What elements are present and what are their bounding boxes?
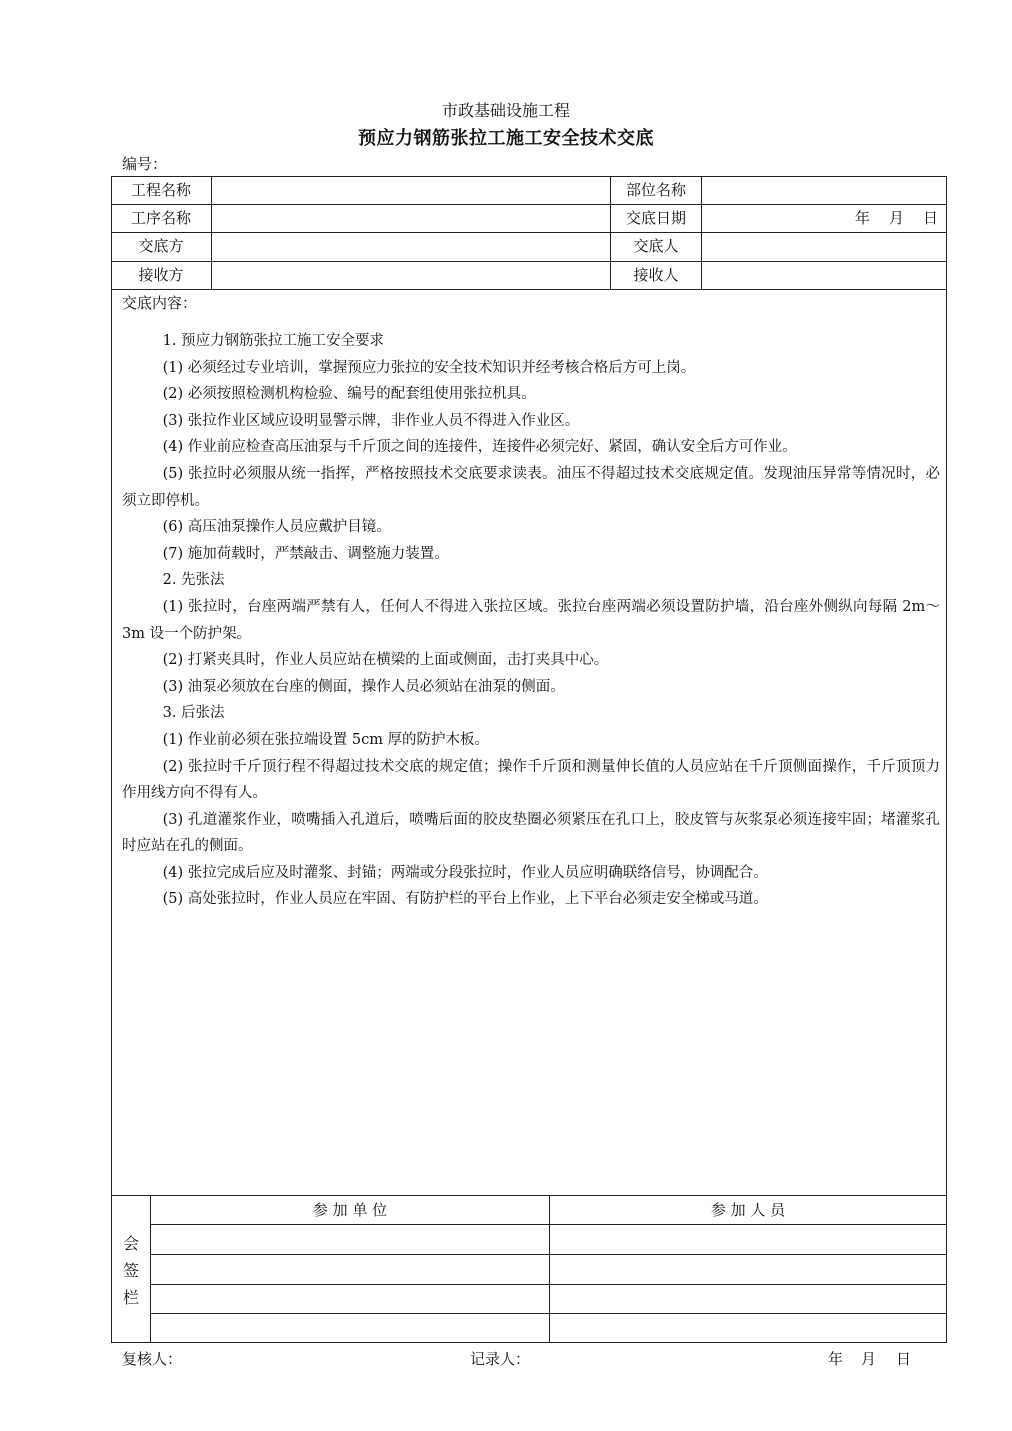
reviewer-label: 复核人： xyxy=(122,1350,183,1368)
footer-day-text: 日 xyxy=(896,1350,912,1368)
participating-unit-field[interactable] xyxy=(151,1314,549,1342)
disclosure-date-label: 交底日期 xyxy=(625,209,686,227)
receiver-label: 接收方 xyxy=(138,266,184,284)
content-paragraph: (1) 必须经过专业培训，掌握预应力张拉的安全技术知识并经考核合格后方可上岗。 xyxy=(162,359,696,376)
content-paragraph: (4) 张拉完成后应及时灌浆、封锚；两端或分段张拉时，作业人员应明确联络信号，协调配合。 xyxy=(162,864,768,881)
content-paragraph: (1) 张拉时，台座两端严禁有人，任何人不得进入张拉区域。张拉台座两端必须设置防护墙，沿台座外侧纵向每隔 2m～3m 设一个防护架。 xyxy=(122,598,940,642)
part-name-label: 部位名称 xyxy=(625,181,686,199)
disclosure-date-field[interactable] xyxy=(702,204,946,232)
part-name-field[interactable] xyxy=(702,176,946,204)
discloser-label: 交底方 xyxy=(138,237,184,255)
discloser-person-field[interactable] xyxy=(702,232,946,260)
process-name-field[interactable] xyxy=(212,204,610,232)
content-paragraph: (3) 张拉作业区域应设明显警示牌，非作业人员不得进入作业区。 xyxy=(162,412,580,429)
participating-unit-field[interactable] xyxy=(151,1285,549,1313)
document-subtitle: 市政基础设施工程 xyxy=(441,101,570,120)
content-paragraph: (3) 油泵必须放在台座的侧面，操作人员必须站在油泵的侧面。 xyxy=(162,678,565,695)
footer-year-text: 年 xyxy=(828,1350,844,1368)
discloser-field[interactable] xyxy=(212,232,610,260)
content-paragraph: 2. 先张法 xyxy=(162,572,225,589)
participating-unit-header: 参 加 单 位 xyxy=(312,1201,388,1219)
content-paragraph: (2) 必须按照检测机构检验、编号的配套组使用张拉机具。 xyxy=(162,386,536,403)
content-paragraph: (4) 作业前应检查高压油泵与千斤顶之间的连接件，连接件必须完好、紧固，确认安全后方可作业。 xyxy=(162,439,797,456)
content-label: 交底内容： xyxy=(122,294,198,312)
content-body xyxy=(122,328,940,913)
participating-unit-field[interactable] xyxy=(151,1225,549,1253)
content-paragraph: (1) 作业前必须在张拉端设置 5cm 厚的防护木板。 xyxy=(162,731,490,748)
content-paragraph: (3) 孔道灌浆作业，喷嘴插入孔道后，喷嘴后面的胶皮垫圈必须紧压在孔口上，胶皮管与灰浆泵必须连接牢固；堵灌浆孔时应站在孔的侧面。 xyxy=(122,811,940,855)
content-paragraph: 3. 后张法 xyxy=(162,705,225,722)
participating-person-field[interactable] xyxy=(550,1314,946,1342)
participating-person-field[interactable] xyxy=(550,1255,946,1283)
content-paragraph: 1. 预应力钢筋张拉工施工安全要求 xyxy=(162,333,385,349)
date-year-text: 年 xyxy=(855,209,871,227)
document-code-label: 编号： xyxy=(122,155,168,173)
signoff-label-char: 栏 xyxy=(122,1288,139,1307)
document-title: 预应力钢筋张拉工施工安全技术交底 xyxy=(358,128,654,149)
signoff-section-label xyxy=(112,1230,150,1311)
receiver-field[interactable] xyxy=(212,261,610,289)
receiver-person-label: 接收人 xyxy=(633,266,679,284)
participating-person-header: 参 加 人 员 xyxy=(710,1201,786,1219)
participating-person-field[interactable] xyxy=(550,1225,946,1253)
content-paragraph: (2) 打紧夹具时，作业人员应站在横梁的上面或侧面，击打夹具中心。 xyxy=(162,652,609,669)
receiver-person-field[interactable] xyxy=(702,261,946,289)
signoff-label-char: 签 xyxy=(122,1261,139,1280)
date-month-text: 月 xyxy=(889,209,905,227)
content-paragraph: (2) 张拉时千斤顶行程不得超过技术交底的规定值；操作千斤顶和测量伸长值的人员应站在千斤顶侧面操作，千斤顶顶力作用线方向不得有人。 xyxy=(122,758,940,802)
participating-unit-field[interactable] xyxy=(151,1255,549,1283)
signoff-label-char: 会 xyxy=(122,1234,139,1253)
row-divider xyxy=(111,289,947,290)
discloser-person-label: 交底人 xyxy=(633,237,679,255)
participating-person-field[interactable] xyxy=(550,1285,946,1313)
footer-month-text: 月 xyxy=(861,1350,877,1368)
content-paragraph: (5) 高处张拉时，作业人员应在牢固、有防护栏的平台上作业，上下平台必须走安全梯或马道。 xyxy=(162,891,768,908)
recorder-label: 记录人： xyxy=(470,1350,531,1368)
content-paragraph: (7) 施加荷载时，严禁敲击、调整施力装置。 xyxy=(162,545,449,562)
project-name-field[interactable] xyxy=(212,176,610,204)
content-paragraph: (6) 高压油泵操作人员应戴护目镜。 xyxy=(162,519,391,536)
content-paragraph: (5) 张拉时必须服从统一指挥，严格按照技术交底要求读表。油压不得超过技术交底规定值。发现油压异常等情况时，必须立即停机。 xyxy=(122,465,940,509)
process-name-label: 工序名称 xyxy=(130,209,191,227)
date-day-text: 日 xyxy=(923,209,939,227)
project-name-label: 工程名称 xyxy=(130,181,191,199)
